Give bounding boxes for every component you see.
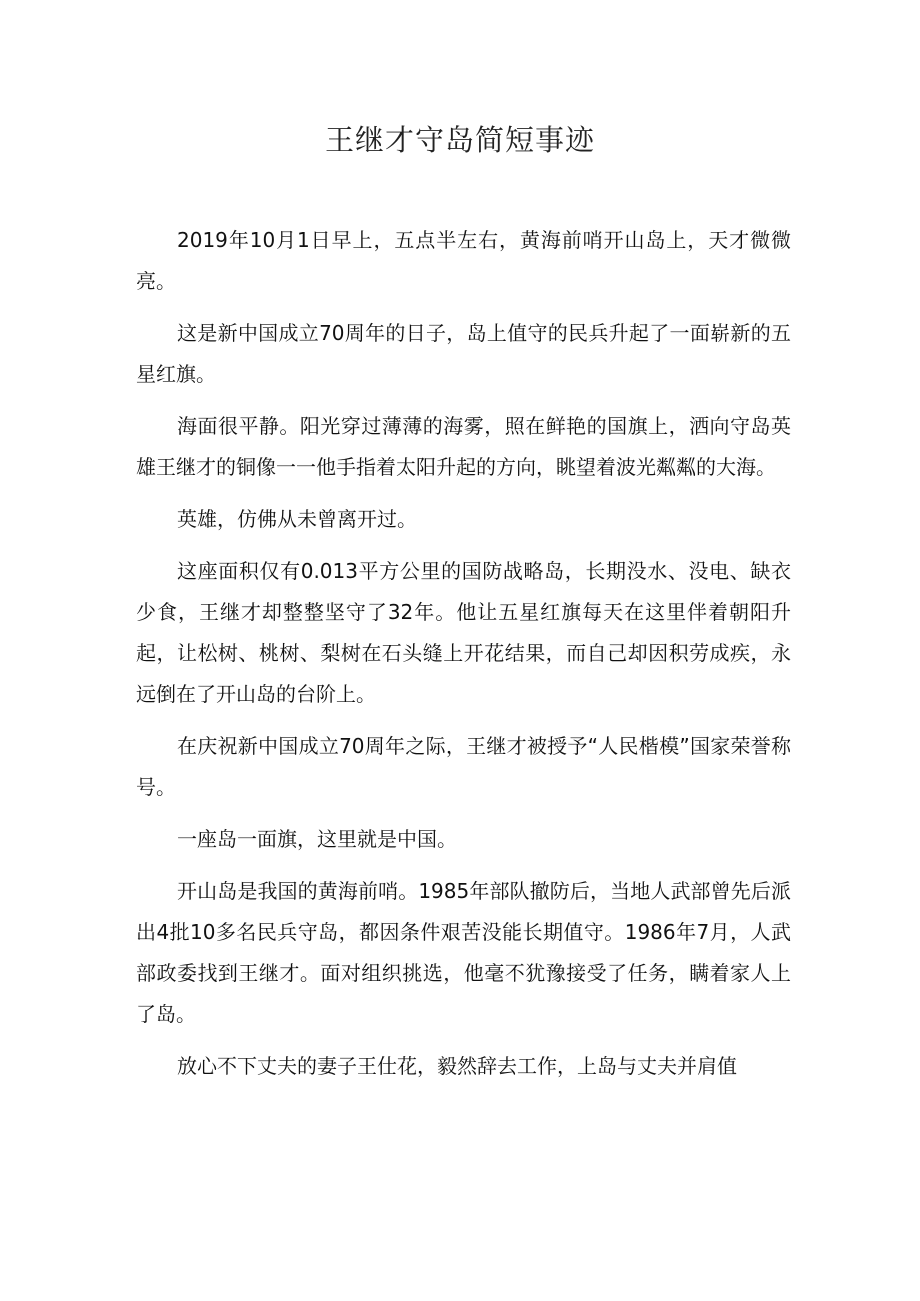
paragraph: 一座岛一面旗，这里就是中国。 [177,827,457,851]
paragraph: 在庆祝新中国成立70周年之际，王继才被授予“人民楷模”国家荣誉称号。 [136,734,791,799]
paragraph: 开山岛是我国的黄海前哨。1985年部队撤防后，当地人武部曾先后派出4批10多名民兵守岛，都因条件艰苦没能长期值守。1986年7月，人武部政委找到王继才。面对组织挑选，他毫不犹豫接受了任务，瞒着家人上了岛。 [136,879,791,1026]
paragraph: 英雄，仿佛从未曾离开过。 [177,507,417,531]
paragraph: 放心不下丈夫的妻子王仕花，毅然辞去工作，上岛与丈夫并肩值 [177,1054,737,1078]
paragraph: 海面很平静。阳光穿过薄薄的海雾，照在鲜艳的国旗上，洒向守岛英雄王继才的铜像一一他手指着太阳升起的方向，眺望着波光粼粼的大海。 [136,414,791,479]
paragraph: 2019年10月1日早上，五点半左右，黄海前哨开山岛上，天才微微亮。 [136,228,791,293]
document-body [136,220,791,1098]
document-title: 王继才守岛简短事迹 [324,123,595,157]
paragraph: 这是新中国成立70周年的日子，岛上值守的民兵升起了一面崭新的五星红旗。 [136,321,791,386]
paragraph: 这座面积仅有0.013平方公里的国防战略岛，长期没水、没电、缺衣少食，王继才却整整坚守了32年。他让五星红旗每天在这里伴着朝阳升起，让松树、桃树、梨树在石头缝上开花结果，而自己却因积劳成疾，永远倒在了开山岛的台阶上。 [136,559,791,706]
